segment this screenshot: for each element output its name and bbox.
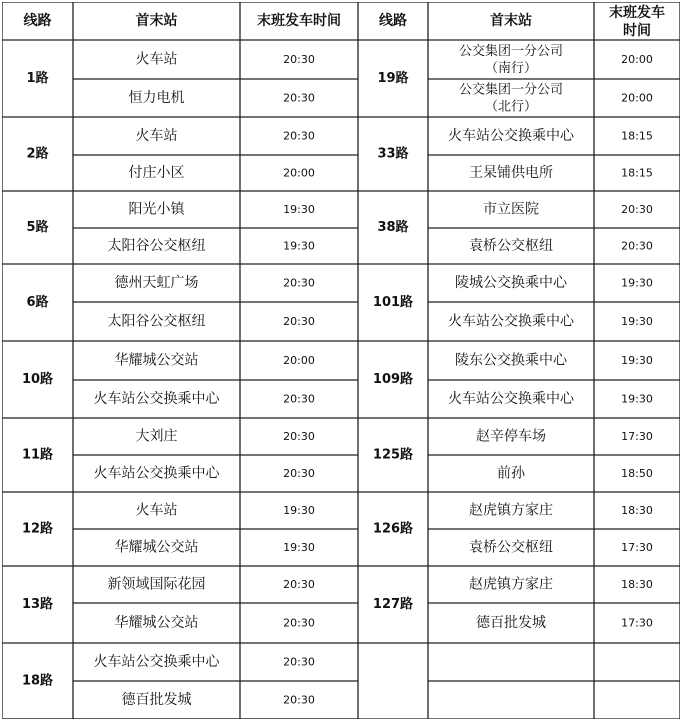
route-number: 5路 — [26, 220, 49, 235]
route-number: 126路 — [372, 521, 414, 537]
route-number: 13路 — [21, 597, 54, 612]
last-departure-time: 20:30 — [621, 203, 653, 216]
stop-name: 火车站公交换乘中心 — [93, 654, 220, 670]
last-departure-time: 20:00 — [283, 354, 315, 367]
last-departure-time: 19:30 — [621, 315, 653, 328]
last-departure-time: 20:30 — [283, 276, 315, 290]
route-number: 1路 — [26, 71, 49, 86]
last-departure-time: 20:30 — [283, 53, 315, 66]
last-departure-time: 19:30 — [621, 354, 653, 367]
route-number: 12路 — [21, 521, 54, 537]
last-departure-time: 20:00 — [283, 166, 315, 180]
stop-name: 火车站 — [135, 51, 178, 68]
last-departure-time: 17:30 — [621, 430, 653, 443]
last-departure-time: 20:30 — [283, 578, 315, 591]
header-time-right-line1: 末班发车 — [609, 5, 665, 21]
header-time-right-line2: 时间 — [623, 23, 651, 39]
route-number: 18路 — [21, 673, 54, 689]
stop-name: 火车站公交换乘中心 — [448, 391, 574, 407]
route-number: 11路 — [21, 447, 54, 463]
last-departure-time: 20:30 — [283, 129, 315, 143]
header-time-left: 末班发车时间 — [257, 13, 341, 29]
last-departure-time: 20:30 — [283, 655, 315, 669]
last-departure-time: 20:30 — [283, 392, 315, 406]
stop-name: 火车站 — [135, 128, 178, 144]
stop-name: 德百批发城 — [476, 615, 546, 631]
last-departure-time: 19:30 — [621, 392, 653, 406]
route-number: 33路 — [377, 146, 409, 162]
stop-name: 公交集团一分公司 — [458, 44, 564, 59]
last-departure-time: 19:30 — [283, 203, 315, 216]
stop-direction: （北行） — [484, 99, 538, 115]
stop-name: 火车站公交换乘中心 — [93, 465, 220, 482]
stop-direction: （南行） — [484, 61, 538, 76]
stop-name: 火车站公交换乘中心 — [448, 313, 574, 330]
last-departure-time: 18:15 — [621, 129, 653, 143]
stop-name: 陵城公交换乘中心 — [455, 275, 567, 291]
last-departure-time: 18:30 — [621, 504, 653, 517]
last-departure-time: 20:30 — [283, 467, 315, 480]
route-number: 127路 — [372, 597, 414, 612]
route-number: 109路 — [372, 372, 414, 387]
stop-name: 赵虎镇方家庄 — [469, 502, 553, 519]
stop-name: 华耀城公交站 — [114, 615, 199, 631]
route-number: 2路 — [26, 146, 49, 162]
last-departure-time: 20:00 — [621, 53, 653, 66]
stop-name: 陵东公交换乘中心 — [455, 352, 567, 369]
last-departure-time: 20:30 — [283, 430, 315, 443]
route-number: 125路 — [372, 447, 414, 463]
stop-name: 赵虎镇方家庄 — [469, 576, 553, 593]
stop-name: 火车站 — [135, 502, 178, 519]
stop-name: 华耀城公交站 — [114, 352, 199, 369]
last-departure-time: 17:30 — [621, 541, 653, 554]
last-departure-time: 20:00 — [621, 91, 653, 105]
header-stops-right: 首末站 — [490, 13, 532, 29]
stop-name: 公交集团一分公司 — [458, 82, 564, 98]
route-number: 38路 — [377, 220, 409, 235]
route-number: 19路 — [377, 71, 409, 86]
schedule-table — [2, 2, 680, 719]
stop-name: 火车站公交换乘中心 — [448, 128, 574, 144]
stop-name: 付庄小区 — [128, 165, 185, 181]
last-departure-time: 20:30 — [283, 315, 315, 328]
last-departure-time: 20:30 — [621, 239, 653, 253]
last-departure-time: 20:30 — [283, 616, 315, 630]
last-departure-time: 18:15 — [621, 166, 653, 180]
stop-name: 太阳谷公交枢纽 — [107, 313, 206, 330]
stop-name: 前孙 — [497, 465, 525, 482]
last-departure-time: 19:30 — [283, 239, 315, 253]
stop-name: 德州天虹广场 — [114, 275, 199, 291]
last-departure-time: 18:30 — [621, 578, 653, 591]
stop-name: 市立医院 — [483, 201, 539, 218]
last-departure-time: 20:30 — [283, 91, 315, 105]
stop-name: 袁桥公交枢纽 — [469, 238, 553, 254]
last-departure-time: 18:50 — [621, 467, 653, 480]
stop-name: 阳光小镇 — [128, 201, 185, 218]
header-stops-left: 首末站 — [135, 13, 178, 29]
route-number: 101路 — [372, 295, 414, 310]
last-departure-time: 20:30 — [283, 693, 315, 707]
last-departure-time: 19:30 — [621, 276, 653, 290]
stop-name: 新领域国际花园 — [107, 576, 206, 593]
stop-name: 袁桥公交枢纽 — [469, 539, 553, 556]
stop-name: 太阳谷公交枢纽 — [107, 238, 206, 254]
stop-name: 德百批发城 — [121, 692, 192, 708]
last-departure-time: 19:30 — [283, 504, 315, 517]
last-departure-time: 17:30 — [621, 616, 653, 630]
last-departure-time: 19:30 — [283, 541, 315, 554]
header-route-right: 线路 — [379, 13, 407, 29]
route-number: 6路 — [26, 295, 49, 310]
stop-name: 赵辛停车场 — [476, 428, 546, 445]
header-route-left: 线路 — [23, 13, 52, 29]
route-number: 10路 — [21, 372, 54, 387]
stop-name: 恒力电机 — [128, 90, 185, 106]
stop-name: 王杲铺供电所 — [469, 165, 553, 181]
stop-name: 火车站公交换乘中心 — [93, 391, 220, 407]
stop-name: 华耀城公交站 — [114, 539, 199, 556]
stop-name: 大刘庄 — [135, 428, 178, 445]
